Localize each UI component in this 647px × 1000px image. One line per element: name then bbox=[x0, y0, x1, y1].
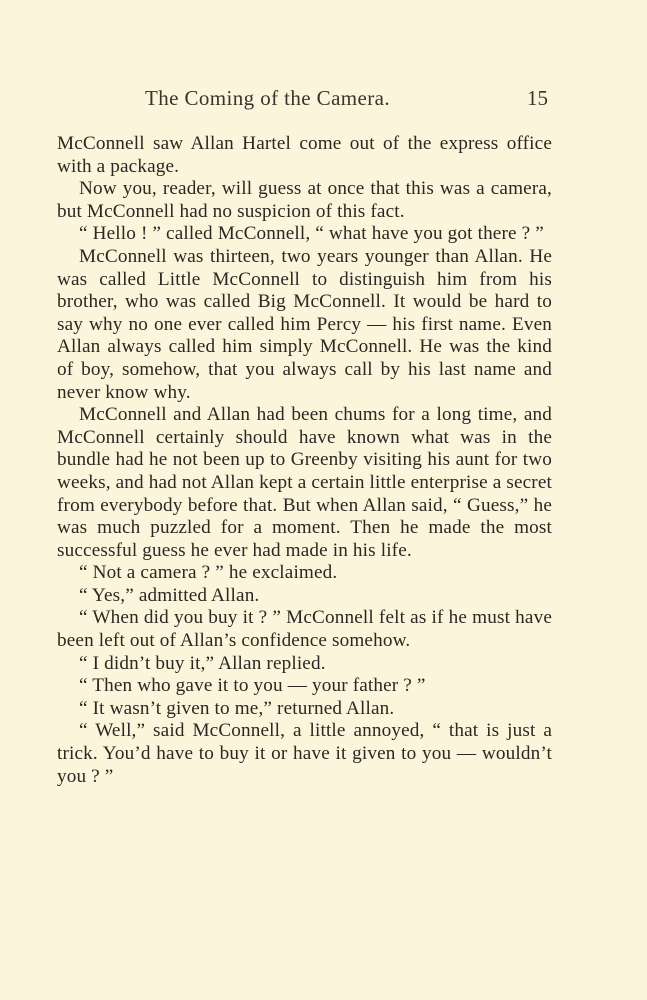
paragraph: “ I didn’t buy it,” Allan replied. bbox=[79, 652, 326, 674]
page-number: 15 bbox=[527, 86, 548, 110]
running-title: The Coming of the Camera. bbox=[145, 86, 391, 110]
paragraph: McConnell was thirteen, two years younger than Allan. He was called Little McConnell to distinguish him from his brother, who was called Big McConnell. It would be hard to say why no one ever called him Percy — his first name. Even Allan always called him simply McConnell. He was the kind of boy, somehow, that you always call by his last name and never know why. bbox=[57, 245, 552, 403]
paragraph: “ Hello ! ” called McConnell, “ what have you got there ? ” bbox=[79, 223, 544, 245]
paragraph: McConnell saw Allan Hartel come out of the express office with a package. bbox=[57, 133, 552, 177]
paragraph: “ Well,” said McConnell, a little annoyed, “ that is just a trick. You’d have to buy it or have it given to you — wouldn’t you ? ” bbox=[57, 720, 552, 787]
paragraph: “ Yes,” admitted Allan. bbox=[79, 584, 260, 606]
paragraph: McConnell and Allan had been chums for a long time, and McConnell certainly should have known what was in the bundle had he not been up to Greenby visiting his aunt for two weeks, and had not Allan kept a certain little enterprise a secret from everybody before that. But when Allan said, “ Guess,” he was much puzzled for a moment. Then he made the most successful guess he ever had made in his life. bbox=[57, 404, 552, 561]
paragraph: Now you, reader, will guess at once that this was a camera, but McConnell had no suspicion of this fact. bbox=[57, 178, 552, 222]
paragraph: “ Then who gave it to you — your father ? ” bbox=[79, 675, 426, 697]
paragraph: “ When did you buy it ? ” McConnell felt as if he must have been left out of Allan’s confidence somehow. bbox=[57, 607, 552, 652]
paragraph: “ Not a camera ? ” he exclaimed. bbox=[79, 562, 338, 584]
body-text bbox=[57, 133, 552, 788]
paragraph: “ It wasn’t given to me,” returned Allan. bbox=[79, 697, 395, 719]
